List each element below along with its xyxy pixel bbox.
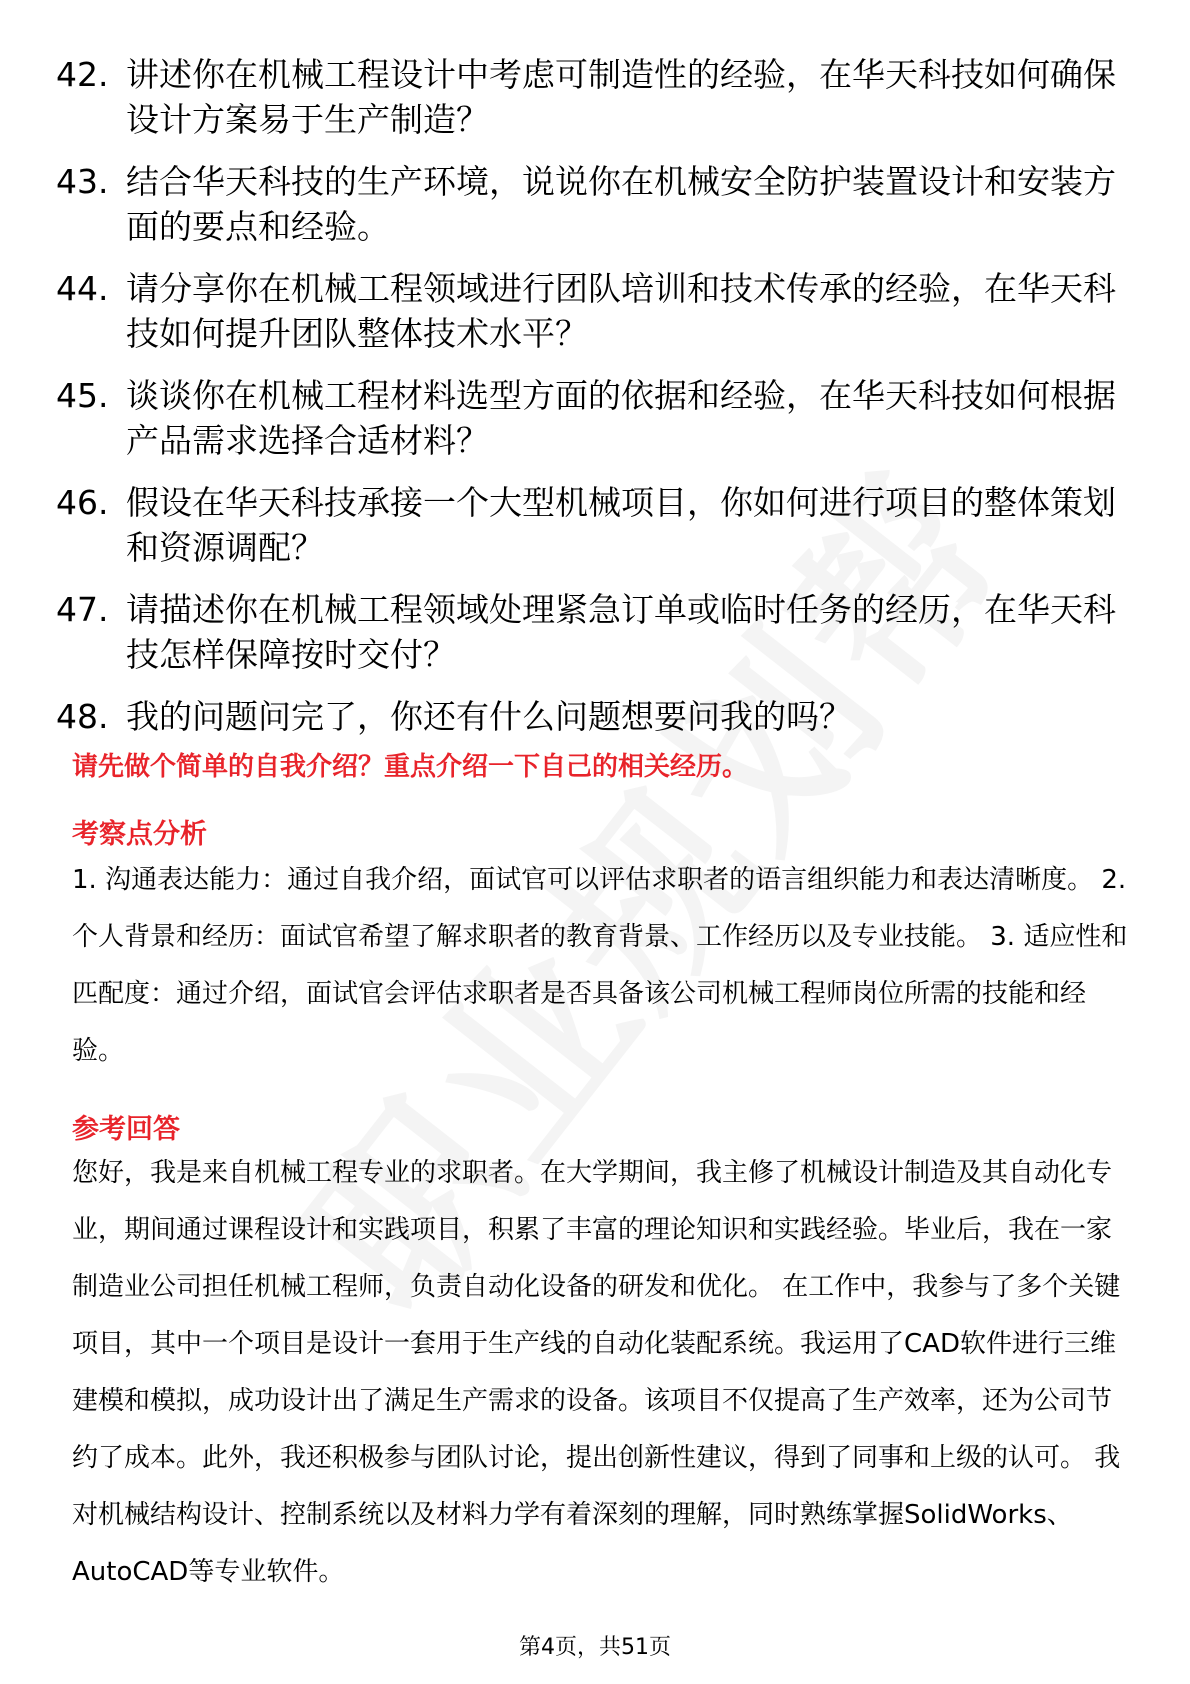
- question-number: 48.: [56, 697, 109, 736]
- self-intro-question: 请先做个简单的自我介绍？重点介绍一下自己的相关经历。: [72, 752, 749, 782]
- question-number: 43.: [56, 162, 109, 201]
- question-item: [56, 694, 1136, 739]
- question-text: 请分享你在机械工程领域进行团队培训和技术传承的经验，在华天科技如何提升团队整体技术水平？: [126, 269, 1116, 353]
- question-list: [56, 52, 1136, 756]
- analysis-text: 1. 沟通表达能力：通过自我介绍，面试官可以评估求职者的语言组织能力和表达清晰度。 2. 个人背景和经历：面试官希望了解求职者的教育背景、工作经历以及专业技能。 3. 适应性和匹配度：通过介绍，面试官会评估求职者是否具备该公司机械工程师岗位所需的技能和经验。: [72, 865, 1128, 1066]
- question-text: 假设在华天科技承接一个大型机械项目，你如何进行项目的整体策划和资源调配？: [126, 483, 1116, 567]
- question-number: 47.: [56, 590, 109, 629]
- question-number: 46.: [56, 483, 109, 522]
- question-number: 44.: [56, 269, 109, 308]
- question-item: [56, 373, 1136, 463]
- question-item: [56, 587, 1136, 677]
- analysis-heading: 考察点分析: [72, 819, 207, 850]
- answer-text: 您好，我是来自机械工程专业的求职者。在大学期间，我主修了机械设计制造及其自动化专业，期间通过课程设计和实践项目，积累了丰富的理论知识和实践经验。毕业后，我在一家制造业公司担任机械工程师，负责自动化设备的研发和优化。 在工作中，我参与了多个关键项目，其中一个项目是设计一套用于生产线的自动化装配系统。我运用了CAD软件进行三维建模和模拟，成功设计出了满足生产需求的设备。该项目不仅提高了生产效率，还为公司节约了成本。此外，我还积极参与团队讨论，提出创新性建议，得到了同事和上级的认可。 我对机械结构设计、控制系统以及材料力学有着深刻的理解，同时熟练掌握SolidWorks、AutoCAD等专业软件。: [72, 1158, 1121, 1587]
- question-item: [56, 480, 1136, 570]
- question-text: 讲述你在机械工程设计中考虑可制造性的经验，在华天科技如何确保设计方案易于生产制造？: [126, 55, 1116, 139]
- answer-heading: 参考回答: [72, 1114, 180, 1145]
- page-footer: 第4页，共51页: [519, 1635, 671, 1660]
- question-text: 我的问题问完了，你还有什么问题想要问我的吗？: [126, 697, 852, 736]
- question-number: 42.: [56, 55, 109, 94]
- question-text: 谈谈你在机械工程材料选型方面的依据和经验，在华天科技如何根据产品需求选择合适材料？: [126, 376, 1116, 460]
- question-item: [56, 159, 1136, 249]
- question-number: 45.: [56, 376, 109, 415]
- question-text: 请描述你在机械工程领域处理紧急订单或临时任务的经历，在华天科技怎样保障按时交付？: [126, 590, 1116, 674]
- question-item: [56, 52, 1136, 142]
- question-text: 结合华天科技的生产环境，说说你在机械安全防护装置设计和安装方面的要点和经验。: [126, 162, 1116, 246]
- question-item: [56, 266, 1136, 356]
